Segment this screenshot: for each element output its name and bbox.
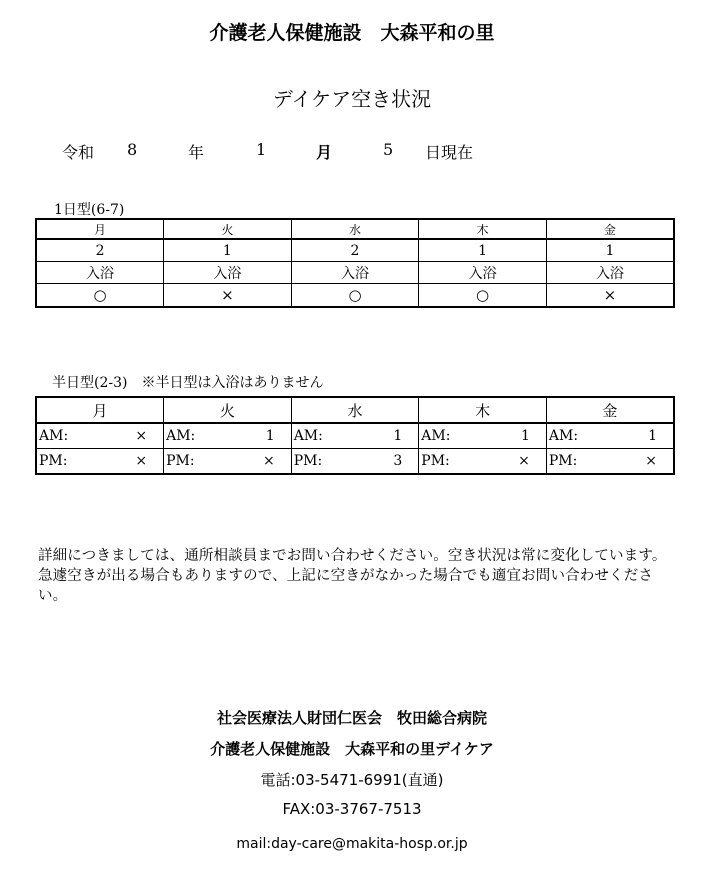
am-label: AM: (293, 428, 323, 444)
notes-paragraph: 詳細につきましては、通所相談員までお問い合わせください。空き状況は常に変化しています。急遽空きが出る場合もありますので、上記に空きがなかった場合でも適宜お問い合わせください。 (38, 548, 667, 604)
bath-label: 入浴 (164, 262, 292, 284)
pm-slot (291, 449, 419, 475)
bath-availability: ○ (291, 284, 419, 308)
footer-phone: 電話:03-5471-6991(直通) (260, 771, 444, 789)
date-era: 令和 (62, 143, 95, 162)
am-value: 1 (520, 428, 530, 444)
day-header: 水 (291, 397, 419, 423)
am-label: AM: (166, 428, 196, 444)
date-month-unit: 月 (316, 143, 333, 162)
am-label: AM: (39, 428, 69, 444)
date-day-suffix: 日現在 (425, 143, 474, 162)
bath-availability: × (164, 284, 292, 308)
bath-label: 入浴 (36, 262, 164, 284)
availability-count: 1 (419, 239, 547, 262)
bath-label: 入浴 (546, 262, 674, 284)
bath-availability: × (546, 284, 674, 308)
pm-label: PM: (166, 453, 195, 469)
footer-facility: 介護老人保健施設 大森平和の里デイケア (210, 740, 494, 758)
day-header: 木 (419, 397, 547, 423)
pm-value: 3 (393, 453, 403, 469)
full-day-bath-row (36, 284, 674, 308)
pm-value: × (518, 453, 530, 469)
am-slot (419, 423, 547, 449)
full-day-count-row (36, 239, 674, 262)
am-value: 1 (648, 428, 657, 444)
pm-value: × (262, 453, 275, 469)
date-year-unit: 年 (188, 143, 205, 162)
day-header: 火 (164, 219, 292, 239)
pm-slot (164, 449, 292, 475)
day-header: 木 (419, 219, 547, 239)
day-header: 水 (291, 219, 419, 239)
date-month: 1 (256, 140, 267, 159)
am-value: × (135, 428, 148, 444)
bath-availability: ○ (419, 284, 547, 308)
day-header: 金 (546, 219, 674, 239)
day-header: 月 (36, 397, 164, 423)
bath-label: 入浴 (419, 262, 547, 284)
pm-label: PM: (293, 453, 323, 469)
full-day-bath-label-row (36, 262, 674, 284)
pm-label: PM: (548, 453, 578, 469)
full-day-header-row (36, 219, 674, 239)
am-slot (291, 423, 419, 449)
pm-slot (546, 449, 674, 475)
availability-count: 2 (291, 239, 419, 262)
full-day-table (35, 218, 675, 308)
date-day: 5 (383, 140, 394, 159)
am-value: 1 (393, 428, 403, 444)
half-day-table (35, 396, 675, 475)
footer-mail[interactable]: mail:day-care@makita-hosp.or.jp (236, 836, 468, 852)
day-header: 金 (546, 397, 674, 423)
pm-slot (419, 449, 547, 475)
availability-count: 2 (36, 239, 164, 262)
availability-count: 1 (546, 239, 674, 262)
pm-value: × (135, 453, 148, 469)
availability-count: 1 (164, 239, 292, 262)
am-label: AM: (548, 428, 579, 444)
am-slot (36, 423, 164, 449)
page-title: デイケア空き状況 (272, 87, 432, 111)
date-year: 8 (127, 140, 138, 159)
day-header: 火 (164, 397, 292, 423)
pm-label: PM: (39, 453, 68, 469)
full-day-label: 1日型(6-7) (54, 202, 125, 218)
footer-corporation: 社会医療法人財団仁医会 牧田総合病院 (216, 709, 487, 727)
am-value: 1 (265, 428, 275, 444)
pm-label: PM: (421, 453, 450, 469)
facility-name: 介護老人保健施設 大森平和の里 (209, 22, 495, 44)
half-day-label: 半日型(2-3) ※半日型は入浴はありません (52, 375, 324, 391)
am-slot (164, 423, 292, 449)
am-label: AM: (421, 428, 451, 444)
date-line (0, 140, 704, 162)
half-day-pm-row (36, 449, 674, 475)
bath-availability: ○ (36, 284, 164, 308)
pm-slot (36, 449, 164, 475)
am-slot (546, 423, 674, 449)
footer-fax: FAX:03-3767-7513 (282, 800, 422, 818)
bath-label: 入浴 (291, 262, 419, 284)
half-day-header-row (36, 397, 674, 423)
pm-value: × (645, 453, 657, 469)
half-day-am-row (36, 423, 674, 449)
day-header: 月 (36, 219, 164, 239)
